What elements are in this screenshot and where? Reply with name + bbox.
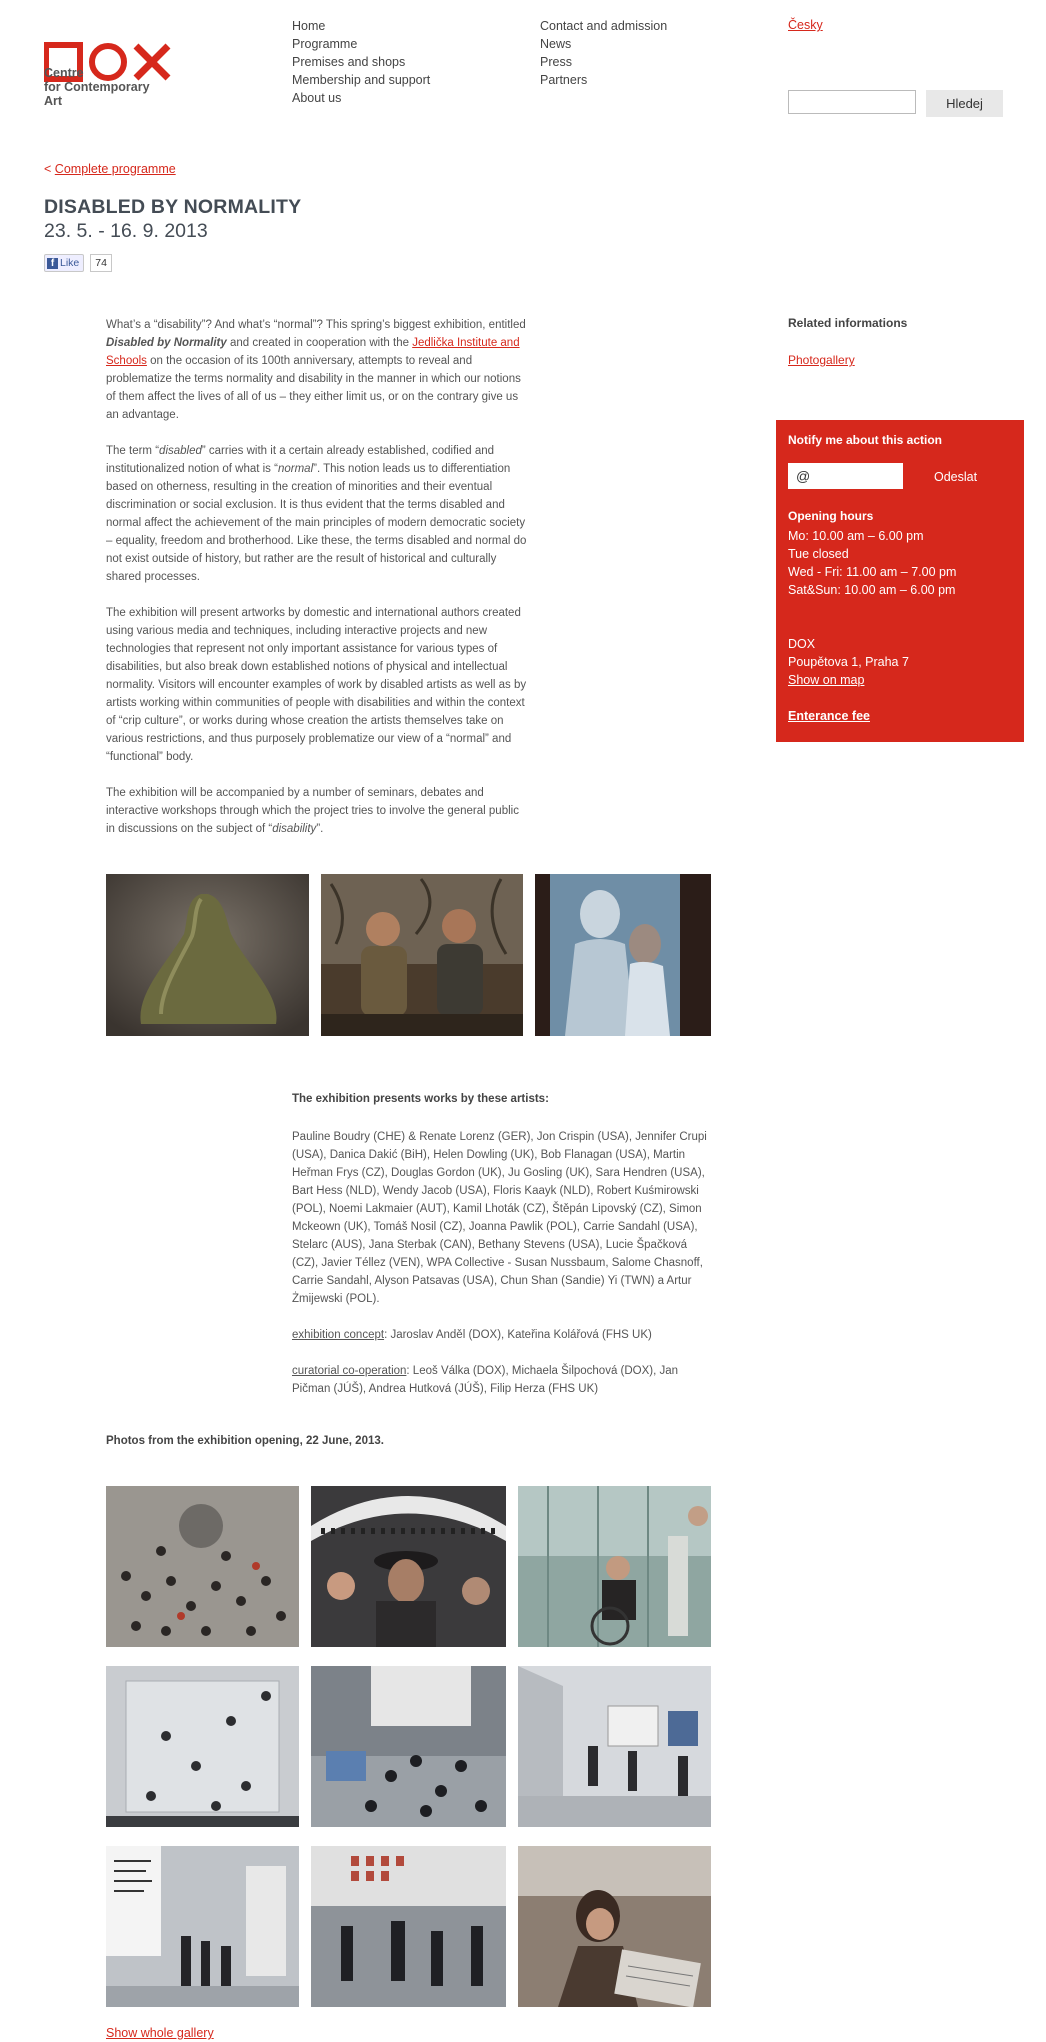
show-whole-gallery-link[interactable]: Show whole gallery [106, 2026, 214, 2040]
language-switch-link[interactable]: Česky [788, 18, 823, 32]
main-nav-secondary [540, 17, 667, 89]
nav-partners[interactable]: Partners [540, 73, 588, 87]
page-title: DISABLED BY NORMALITY [44, 196, 302, 218]
search-button[interactable]: Hledej [926, 90, 1003, 117]
back-arrow-icon: < [44, 162, 52, 176]
entrance-fee [788, 709, 870, 723]
artwork-photo-projection[interactable] [535, 874, 711, 1036]
opening-hours-list: Mo: 10.00 am – 6.00 pm Tue closed Wed - Fri: 11.00 am – 7.00 pm Sat&Sun: 10.00 am – 6.00 pm [788, 529, 957, 597]
notify-heading: Notify me about this action [788, 433, 943, 447]
gallery-photo[interactable] [311, 1846, 506, 2007]
facebook-like-widget [44, 254, 112, 272]
nav-premises-and-shops[interactable]: Premises and shops [292, 55, 406, 69]
complete-programme-link[interactable]: Complete programme [54, 162, 176, 176]
paragraph: What’s a “disability”? And what’s “normal”? This spring’s biggest exhibition, entitled Disabled by Normality and created in cooperation with the Jedlička Institute and Schools on the occasion of its 100th anniversary, attempts to reveal and problematize the terms normality and disability in the manner in which our notions of them affect the lives of all of us – they either limit us, or on the contrary give us an advantage. [106, 319, 526, 421]
curatorial-cooperation: curatorial co-operation: Leoš Válka (DOX), Michaela Šilpochová (DOX), Jan Pičman (JÚŠ), Andrea Hutková (JÚŠ), Filip Herza (FHS UK) [292, 1365, 679, 1395]
artwork-photo-two-men[interactable] [321, 874, 523, 1036]
facebook-like-button[interactable]: f Like [44, 254, 84, 272]
gallery-photo[interactable] [518, 1846, 711, 2007]
opening-hours-heading: Opening hours [788, 509, 874, 523]
facebook-icon: f [47, 258, 58, 269]
nav-home[interactable]: Home [292, 19, 326, 33]
logo-subtitle: Centre for Contemporary Art [44, 66, 150, 108]
nav-news[interactable]: News [540, 37, 572, 51]
gallery-photo[interactable] [518, 1486, 711, 1647]
notify-email-field[interactable]: @ [788, 463, 903, 489]
nav-press[interactable]: Press [540, 55, 572, 69]
info-panel [776, 420, 1024, 742]
gallery-photo[interactable] [106, 1846, 299, 2007]
venue-address: DOX Poupětova 1, Praha 7 Show on map [788, 637, 909, 687]
main-nav-primary [292, 17, 430, 107]
search-input[interactable] [788, 90, 916, 114]
jedlicka-institute-link[interactable]: Jedlička Institute and Schools [106, 337, 520, 367]
exhibition-dates: 23. 5. - 16. 9. 2013 [44, 220, 208, 242]
entrance-fee-link[interactable]: Enterance fee [788, 709, 870, 723]
artwork-photo-sculpture[interactable] [106, 874, 309, 1036]
gallery-photo[interactable] [518, 1666, 711, 1827]
gallery-photo[interactable] [106, 1666, 299, 1827]
artists-list: Pauline Boudry (CHE) & Renate Lorenz (GER), Jon Crispin (USA), Jennifer Crupi (USA), Danica Dakić (BiH), Helen Dowling (UK), Bob Flanagan (USA), Martin Heřman Frys (CZ), Douglas Gordon (UK), Ju Gosling (UK), Sara Hendren (USA), Bart Hess (NLD), Wendy Jacob (USA), Floris Kaayk (NLD), Robert Kuśmirowski (POL), Noemi Lakmaier (AUT), Kamil Lhoták (CZ), Štěpán Lipovský (CZ), Simon Mckeown (UK), Tomáš Nosil (CZ), Joanna Pawlik (POL), Carrie Sandahl (USA), Stelarc (AUS), Jana Sterbak (CAN), Bethany Stevens (USA), Lucie Špačková (CZ), Javier Téllez (VEN), WPA Collective - Susan Nussbaum, Salome Chasnoff, Carrie Sandahl, Alyson Patsavas (USA), Chun Shan (Sandie) Yi (TWN) a Artur Żmijewski (POL). [292, 1131, 707, 1305]
facebook-like-count: 74 [90, 254, 112, 272]
gallery-photo[interactable] [311, 1666, 506, 1827]
artists-section [292, 1128, 707, 1416]
exhibition-description [106, 316, 531, 856]
paragraph: The exhibition will present artworks by domestic and international authors created using various media and techniques, including interactive projects and new technologies that represent not only important assistance for various types of disabilities, but also break down established notions of physical and intellectual normality. Visitors will encounter examples of work by disabled artists as well as by artists working within communities of people with disabilities and within the context of “crip culture”, or works during whose creation the artists themselves take on various restrictions, and thus purposely problematize our view of a “normal” and “functional” body. [106, 607, 527, 763]
photogallery-link[interactable]: Photogallery [788, 353, 855, 367]
notify-send-button[interactable]: Odeslat [934, 470, 978, 484]
nav-contact-and-admission[interactable]: Contact and admission [540, 19, 668, 33]
gallery-photo[interactable] [106, 1486, 299, 1647]
show-on-map-link[interactable]: Show on map [788, 673, 865, 687]
nav-membership-and-support[interactable]: Membership and support [292, 73, 431, 87]
artists-heading: The exhibition presents works by these artists: [292, 1093, 549, 1105]
opening-photos-heading: Photos from the exhibition opening, 22 June, 2013. [106, 1435, 384, 1447]
breadcrumb [44, 162, 176, 176]
paragraph: The term “disabled” carries with it a certain already established, codified and institutionalized notion of what is “normal”. This notion leads us to differentiation based on otherness, resulting in the creation of minorities and their eventual discrimination or social exclusion. It is thus evident that the terms disabled and normal affect the achievement of the main principles of modern democratic society – equality, freedom and brotherhood. Like these, the terms disabled and normal do not exist outside of history, but rather are the result of historical and culturally shared processes. [106, 445, 527, 583]
nav-programme[interactable]: Programme [292, 37, 358, 51]
nav-about-us[interactable]: About us [292, 91, 342, 105]
paragraph: The exhibition will be accompanied by a number of seminars, debates and interactive workshops through which the project tries to involve the general public in discussions on the subject of “disability”. [106, 787, 519, 835]
exhibition-concept: exhibition concept: Jaroslav Anděl (DOX), Kateřina Kolářová (FHS UK) [292, 1329, 652, 1341]
gallery-photo[interactable] [311, 1486, 506, 1647]
related-informations-heading: Related informations [788, 316, 908, 330]
